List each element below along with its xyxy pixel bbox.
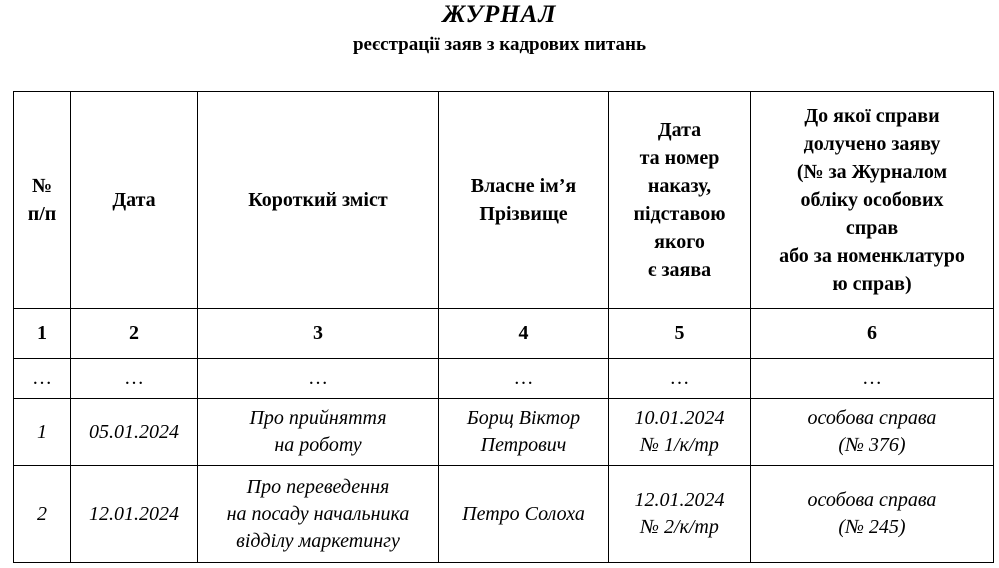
ellipsis-cell: …: [198, 359, 439, 399]
journal-table: [13, 91, 994, 563]
ellipsis-row: [14, 359, 994, 399]
ellipsis-cell: …: [71, 359, 198, 399]
column-number: 6: [751, 309, 994, 359]
row-date: 12.01.2024: [71, 466, 198, 563]
row-case-file: особова справа (№ 245): [751, 466, 994, 563]
row-case-file: особова справа (№ 376): [751, 399, 994, 466]
row-date: 05.01.2024: [71, 399, 198, 466]
row-name: Петро Солоха: [439, 466, 609, 563]
row-order: 10.01.2024 № 1/к/тр: [609, 399, 751, 466]
column-number: 5: [609, 309, 751, 359]
header-cell-case-file: До якої справи долучено заяву (№ за Журналом обліку особових справ або за номенклатуро ю справ): [751, 92, 994, 309]
ellipsis-cell: …: [14, 359, 71, 399]
ellipsis-cell: …: [439, 359, 609, 399]
header-cell-date: Дата: [71, 92, 198, 309]
ellipsis-cell: …: [751, 359, 994, 399]
row-number: 2: [14, 466, 71, 563]
journal-title: ЖУРНАЛ: [442, 1, 557, 28]
ellipsis-cell: …: [609, 359, 751, 399]
header-cell-name: Власне ім’я Прізвище: [439, 92, 609, 309]
column-number: 4: [439, 309, 609, 359]
row-name: Борщ Віктор Петрович: [439, 399, 609, 466]
journal-subtitle: реєстрації заяв з кадрових питань: [352, 34, 647, 55]
header-row: [14, 92, 994, 309]
column-number: 1: [14, 309, 71, 359]
row-content: Про прийняття на роботу: [198, 399, 439, 466]
column-number: 2: [71, 309, 198, 359]
column-number-row: [14, 309, 994, 359]
header-cell-number: № п/п: [14, 92, 71, 309]
row-number: 1: [14, 399, 71, 466]
row-order: 12.01.2024 № 2/к/тр: [609, 466, 751, 563]
column-number: 3: [198, 309, 439, 359]
table-row: [14, 466, 994, 563]
header-cell-content: Короткий зміст: [198, 92, 439, 309]
table-row: [14, 399, 994, 466]
row-content: Про переведення на посаду начальника відділу маркетингу: [198, 466, 439, 563]
header-cell-order: Дата та номер наказу, підставою якого є заява: [609, 92, 751, 309]
